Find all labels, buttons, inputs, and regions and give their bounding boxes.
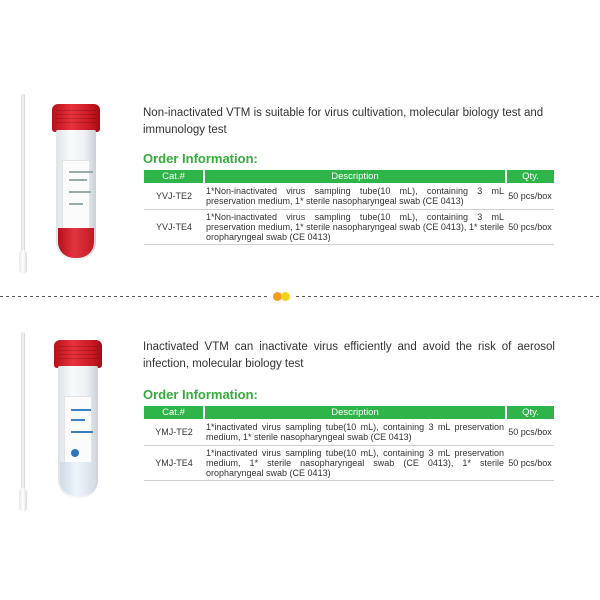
tube-cap [54, 340, 102, 368]
divider-dot-yellow [281, 292, 290, 301]
red-medium [58, 228, 94, 258]
cat-number: YMJ-TE2 [144, 419, 204, 445]
tube-body [56, 130, 96, 260]
row-description: 1*Non-inactivated virus sampling tube(10 mL), containing 3 mL preservation medium, 1* sterile nasopharyngeal swab (CE 0413), 1* sterile oropharyngeal swab (CE 0413) [204, 209, 506, 244]
swab-image [21, 94, 25, 272]
product-description: Inactivated VTM can inactivate virus efficiently and avoid the risk of aerosol infection, molecular biology test [143, 341, 555, 370]
row-qty: 50 pcs/box [506, 183, 554, 209]
row-qty: 50 pcs/box [506, 419, 554, 445]
row-qty: 50 pcs/box [506, 445, 554, 480]
cat-number: YVJ-TE4 [144, 209, 204, 244]
order-information-title: Order Information: [143, 151, 258, 166]
swab-tip-image [19, 488, 27, 512]
cat-number: YMJ-TE4 [144, 445, 204, 480]
clear-medium [60, 462, 96, 496]
order-table-header [144, 406, 554, 419]
section-divider [0, 296, 600, 297]
header-cat: Cat.# [144, 170, 204, 183]
sampling-tube-red-image [54, 104, 98, 260]
order-table [144, 406, 554, 481]
header-cat: Cat.# [144, 406, 204, 419]
header-qty: Qty. [506, 406, 554, 419]
order-table [144, 170, 554, 245]
header-qty: Qty. [506, 170, 554, 183]
table-row [144, 209, 554, 244]
cat-number: YVJ-TE2 [144, 183, 204, 209]
tube-body [58, 366, 98, 498]
order-information-title: Order Information: [143, 387, 258, 402]
row-description: 1*Non-inactivated virus sampling tube(10 mL), containing 3 mL preservation medium, 1* sterile nasopharyngeal swab (CE 0413) [204, 183, 506, 209]
order-table-header [144, 170, 554, 183]
row-qty: 50 pcs/box [506, 209, 554, 244]
header-description: Description [204, 170, 506, 183]
swab-tip-image [19, 250, 27, 274]
swab-image [21, 332, 25, 510]
product-description: Non-inactivated VTM is suitable for virus cultivation, molecular biology test and immunology test [143, 107, 544, 136]
row-description: 1*inactivated virus sampling tube(10 mL), containing 3 mL preservation medium, 1* sterile nasopharyngeal swab (CE 0413) [204, 419, 506, 445]
header-description: Description [204, 406, 506, 419]
table-row [144, 183, 554, 209]
tube-cap [52, 104, 100, 132]
row-description: 1*inactivated virus sampling tube(10 mL), containing 3 mL preservation medium, 1* sterile nasopharyngeal swab (CE 0413), 1* sterile oropharyngeal swab (CE 0413) [204, 445, 506, 480]
sampling-tube-clear-image [56, 340, 100, 498]
table-row [144, 445, 554, 480]
table-row [144, 419, 554, 445]
